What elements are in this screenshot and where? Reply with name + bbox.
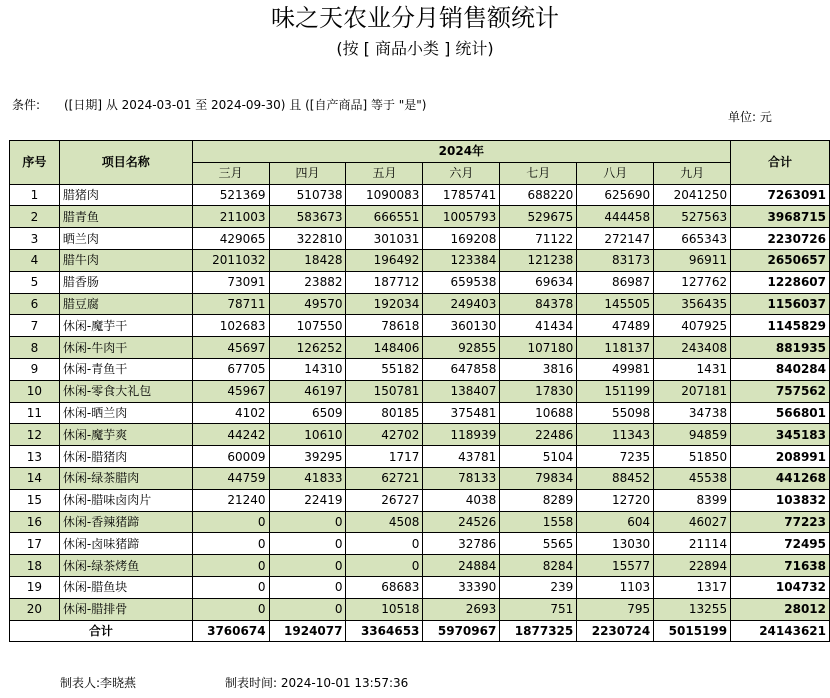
row-month-value: 92855 [423,337,500,359]
row-month-value: 26727 [346,489,423,511]
row-month-value: 527563 [654,206,731,228]
row-item-name: 腊豆腐 [59,293,192,315]
table-row [10,576,830,598]
row-month-value: 0 [192,555,269,577]
row-month-value: 51850 [654,446,731,468]
row-month-value: 2041250 [654,184,731,206]
row-total: 3968715 [731,206,830,228]
condition-text: ([日期] 从 2024-03-01 至 2024-09-30) 且 ([自产商品] 等于 "是") [64,98,427,112]
row-month-value: 21114 [654,533,731,555]
row-month-value: 151199 [577,380,654,402]
total-row [10,620,830,642]
row-month-value: 39295 [269,446,346,468]
row-item-name: 休闲-晒兰肉 [59,402,192,424]
row-month-value: 521369 [192,184,269,206]
table-row [10,271,830,293]
row-index: 2 [10,206,60,228]
row-item-name: 晒兰肉 [59,228,192,250]
total-month-value: 5015199 [654,620,731,642]
row-month-value: 6509 [269,402,346,424]
row-month-value: 138407 [423,380,500,402]
row-month-value: 44759 [192,467,269,489]
row-month-value: 62721 [346,467,423,489]
row-month-value: 23882 [269,271,346,293]
row-index: 16 [10,511,60,533]
table-row [10,598,830,620]
row-month-value: 211003 [192,206,269,228]
row-month-value: 15577 [577,555,654,577]
table-row [10,489,830,511]
header-month: 九月 [654,162,731,184]
row-month-value: 4508 [346,511,423,533]
row-month-value: 45697 [192,337,269,359]
table-row [10,446,830,468]
row-month-value: 0 [269,511,346,533]
row-month-value: 11343 [577,424,654,446]
table-row [10,249,830,271]
header-year: 2024年 [192,141,730,163]
row-month-value: 625690 [577,184,654,206]
row-total: 104732 [731,576,830,598]
row-month-value: 49981 [577,358,654,380]
row-month-value: 49570 [269,293,346,315]
row-month-value: 80185 [346,402,423,424]
row-index: 15 [10,489,60,511]
row-month-value: 1103 [577,576,654,598]
row-month-value: 0 [269,533,346,555]
row-total: 441268 [731,467,830,489]
row-item-name: 休闲-腊鱼块 [59,576,192,598]
row-index: 20 [10,598,60,620]
row-item-name: 腊青鱼 [59,206,192,228]
row-month-value: 0 [346,533,423,555]
total-month-value: 2230724 [577,620,654,642]
row-month-value: 10518 [346,598,423,620]
report-subtitle: (按 [ 商品小类 ] 统计) [336,39,494,58]
row-index: 3 [10,228,60,250]
grand-total: 24143621 [731,620,830,642]
row-index: 14 [10,467,60,489]
row-month-value: 604 [577,511,654,533]
row-total: 208991 [731,446,830,468]
row-month-value: 751 [500,598,577,620]
row-month-value: 356435 [654,293,731,315]
row-index: 10 [10,380,60,402]
row-total: 1156037 [731,293,830,315]
row-month-value: 0 [346,555,423,577]
row-month-value: 17830 [500,380,577,402]
row-month-value: 69634 [500,271,577,293]
row-month-value: 45538 [654,467,731,489]
row-month-value: 0 [269,598,346,620]
row-item-name: 休闲-香辣猪蹄 [59,511,192,533]
row-index: 1 [10,184,60,206]
row-index: 12 [10,424,60,446]
row-item-name: 休闲-腊排骨 [59,598,192,620]
row-item-name: 休闲-青鱼干 [59,358,192,380]
row-month-value: 429065 [192,228,269,250]
row-month-value: 666551 [346,206,423,228]
row-month-value: 583673 [269,206,346,228]
row-month-value: 0 [269,555,346,577]
row-month-value: 272147 [577,228,654,250]
row-month-value: 665343 [654,228,731,250]
row-total: 757562 [731,380,830,402]
row-item-name: 休闲-魔芋干 [59,315,192,337]
header-month: 四月 [269,162,346,184]
total-label: 合计 [10,620,193,642]
row-total: 71638 [731,555,830,577]
row-month-value: 46197 [269,380,346,402]
row-month-value: 22486 [500,424,577,446]
row-month-value: 10610 [269,424,346,446]
row-month-value: 5565 [500,533,577,555]
row-month-value: 148406 [346,337,423,359]
row-month-value: 1558 [500,511,577,533]
row-item-name: 休闲-卤味猪蹄 [59,533,192,555]
row-index: 7 [10,315,60,337]
header-name: 项目名称 [59,141,192,185]
header-month: 六月 [423,162,500,184]
row-month-value: 13255 [654,598,731,620]
row-month-value: 118939 [423,424,500,446]
row-month-value: 8289 [500,489,577,511]
row-month-value: 1317 [654,576,731,598]
header-month: 三月 [192,162,269,184]
row-month-value: 3816 [500,358,577,380]
row-month-value: 107550 [269,315,346,337]
row-index: 9 [10,358,60,380]
table-row [10,206,830,228]
row-index: 18 [10,555,60,577]
row-month-value: 659538 [423,271,500,293]
table-row [10,467,830,489]
table-row [10,533,830,555]
row-item-name: 休闲-绿茶腊肉 [59,467,192,489]
row-month-value: 127762 [654,271,731,293]
row-month-value: 407925 [654,315,731,337]
row-month-value: 41434 [500,315,577,337]
row-month-value: 647858 [423,358,500,380]
row-month-value: 78618 [346,315,423,337]
row-total: 7263091 [731,184,830,206]
row-month-value: 46027 [654,511,731,533]
row-month-value: 207181 [654,380,731,402]
row-month-value: 73091 [192,271,269,293]
row-month-value: 688220 [500,184,577,206]
row-month-value: 1785741 [423,184,500,206]
row-total: 881935 [731,337,830,359]
row-month-value: 121238 [500,249,577,271]
row-month-value: 118137 [577,337,654,359]
row-month-value: 68683 [346,576,423,598]
row-month-value: 84378 [500,293,577,315]
row-month-value: 55182 [346,358,423,380]
row-month-value: 14310 [269,358,346,380]
row-month-value: 1005793 [423,206,500,228]
row-month-value: 322810 [269,228,346,250]
row-month-value: 192034 [346,293,423,315]
header-total: 合计 [731,141,830,185]
row-month-value: 249403 [423,293,500,315]
row-total: 566801 [731,402,830,424]
table-row [10,337,830,359]
report-title: 味之天农业分月销售额统计 [271,4,559,32]
row-total: 28012 [731,598,830,620]
row-total: 2230726 [731,228,830,250]
row-item-name: 休闲-魔芋爽 [59,424,192,446]
row-month-value: 22894 [654,555,731,577]
row-month-value: 18428 [269,249,346,271]
row-item-name: 腊香肠 [59,271,192,293]
row-item-name: 休闲-腊猪肉 [59,446,192,468]
row-month-value: 41833 [269,467,346,489]
row-month-value: 187712 [346,271,423,293]
row-month-value: 21240 [192,489,269,511]
row-month-value: 444458 [577,206,654,228]
row-month-value: 169208 [423,228,500,250]
row-item-name: 休闲-绿茶烤鱼 [59,555,192,577]
table-row [10,184,830,206]
row-month-value: 32786 [423,533,500,555]
table-row [10,511,830,533]
total-month-value: 1924077 [269,620,346,642]
row-month-value: 83173 [577,249,654,271]
row-month-value: 34738 [654,402,731,424]
row-month-value: 22419 [269,489,346,511]
row-month-value: 12720 [577,489,654,511]
row-month-value: 123384 [423,249,500,271]
header-month: 八月 [577,162,654,184]
row-month-value: 43781 [423,446,500,468]
row-month-value: 13030 [577,533,654,555]
row-month-value: 0 [192,576,269,598]
condition-label: 条件: [12,98,41,112]
row-month-value: 55098 [577,402,654,424]
row-month-value: 126252 [269,337,346,359]
row-month-value: 795 [577,598,654,620]
table-row [10,424,830,446]
row-month-value: 102683 [192,315,269,337]
row-month-value: 42702 [346,424,423,446]
row-month-value: 60009 [192,446,269,468]
table-row [10,315,830,337]
row-index: 17 [10,533,60,555]
row-month-value: 78711 [192,293,269,315]
unit-label: 单位: 元 [728,110,772,124]
row-item-name: 休闲-牛肉干 [59,337,192,359]
row-month-value: 24884 [423,555,500,577]
total-month-value: 3760674 [192,620,269,642]
row-month-value: 4102 [192,402,269,424]
row-month-value: 78133 [423,467,500,489]
total-month-value: 5970967 [423,620,500,642]
row-month-value: 96911 [654,249,731,271]
row-month-value: 150781 [346,380,423,402]
table-row [10,228,830,250]
row-month-value: 5104 [500,446,577,468]
filter-condition [12,96,427,114]
table-body [10,184,830,642]
row-month-value: 529675 [500,206,577,228]
row-total: 345183 [731,424,830,446]
row-month-value: 10688 [500,402,577,424]
report-time: 制表时间: 2024-10-01 13:57:36 [225,676,409,690]
row-month-value: 145505 [577,293,654,315]
row-month-value: 86987 [577,271,654,293]
header-month: 五月 [346,162,423,184]
row-total: 103832 [731,489,830,511]
row-item-name: 腊牛肉 [59,249,192,271]
row-total: 1228607 [731,271,830,293]
row-month-value: 1090083 [346,184,423,206]
row-month-value: 67705 [192,358,269,380]
row-month-value: 1717 [346,446,423,468]
table-row [10,358,830,380]
row-month-value: 79834 [500,467,577,489]
row-month-value: 360130 [423,315,500,337]
report-maker: 制表人:李晓燕 [60,676,137,690]
row-item-name: 休闲-腊味卤肉片 [59,489,192,511]
row-month-value: 510738 [269,184,346,206]
row-month-value: 4038 [423,489,500,511]
header-index: 序号 [10,141,60,185]
row-month-value: 239 [500,576,577,598]
row-total: 1145829 [731,315,830,337]
row-month-value: 243408 [654,337,731,359]
sales-table [9,140,830,642]
row-month-value: 33390 [423,576,500,598]
row-total: 72495 [731,533,830,555]
table-row [10,380,830,402]
row-index: 6 [10,293,60,315]
row-index: 13 [10,446,60,468]
row-index: 11 [10,402,60,424]
row-item-name: 腊猪肉 [59,184,192,206]
row-total: 840284 [731,358,830,380]
row-total: 2650657 [731,249,830,271]
row-month-value: 94859 [654,424,731,446]
table-row [10,293,830,315]
row-month-value: 88452 [577,467,654,489]
row-month-value: 8399 [654,489,731,511]
row-month-value: 375481 [423,402,500,424]
row-month-value: 44242 [192,424,269,446]
row-month-value: 71122 [500,228,577,250]
row-month-value: 7235 [577,446,654,468]
total-month-value: 3364653 [346,620,423,642]
row-month-value: 8284 [500,555,577,577]
row-index: 5 [10,271,60,293]
row-month-value: 47489 [577,315,654,337]
row-month-value: 0 [192,598,269,620]
total-month-value: 1877325 [500,620,577,642]
row-month-value: 45967 [192,380,269,402]
row-index: 19 [10,576,60,598]
row-month-value: 0 [192,533,269,555]
table-row [10,555,830,577]
row-item-name: 休闲-零食大礼包 [59,380,192,402]
row-month-value: 2011032 [192,249,269,271]
row-month-value: 0 [269,576,346,598]
row-month-value: 196492 [346,249,423,271]
table-row [10,402,830,424]
row-month-value: 0 [192,511,269,533]
row-month-value: 2693 [423,598,500,620]
row-month-value: 1431 [654,358,731,380]
row-month-value: 301031 [346,228,423,250]
row-month-value: 24526 [423,511,500,533]
row-index: 4 [10,249,60,271]
row-month-value: 107180 [500,337,577,359]
header-month: 七月 [500,162,577,184]
row-index: 8 [10,337,60,359]
row-total: 77223 [731,511,830,533]
